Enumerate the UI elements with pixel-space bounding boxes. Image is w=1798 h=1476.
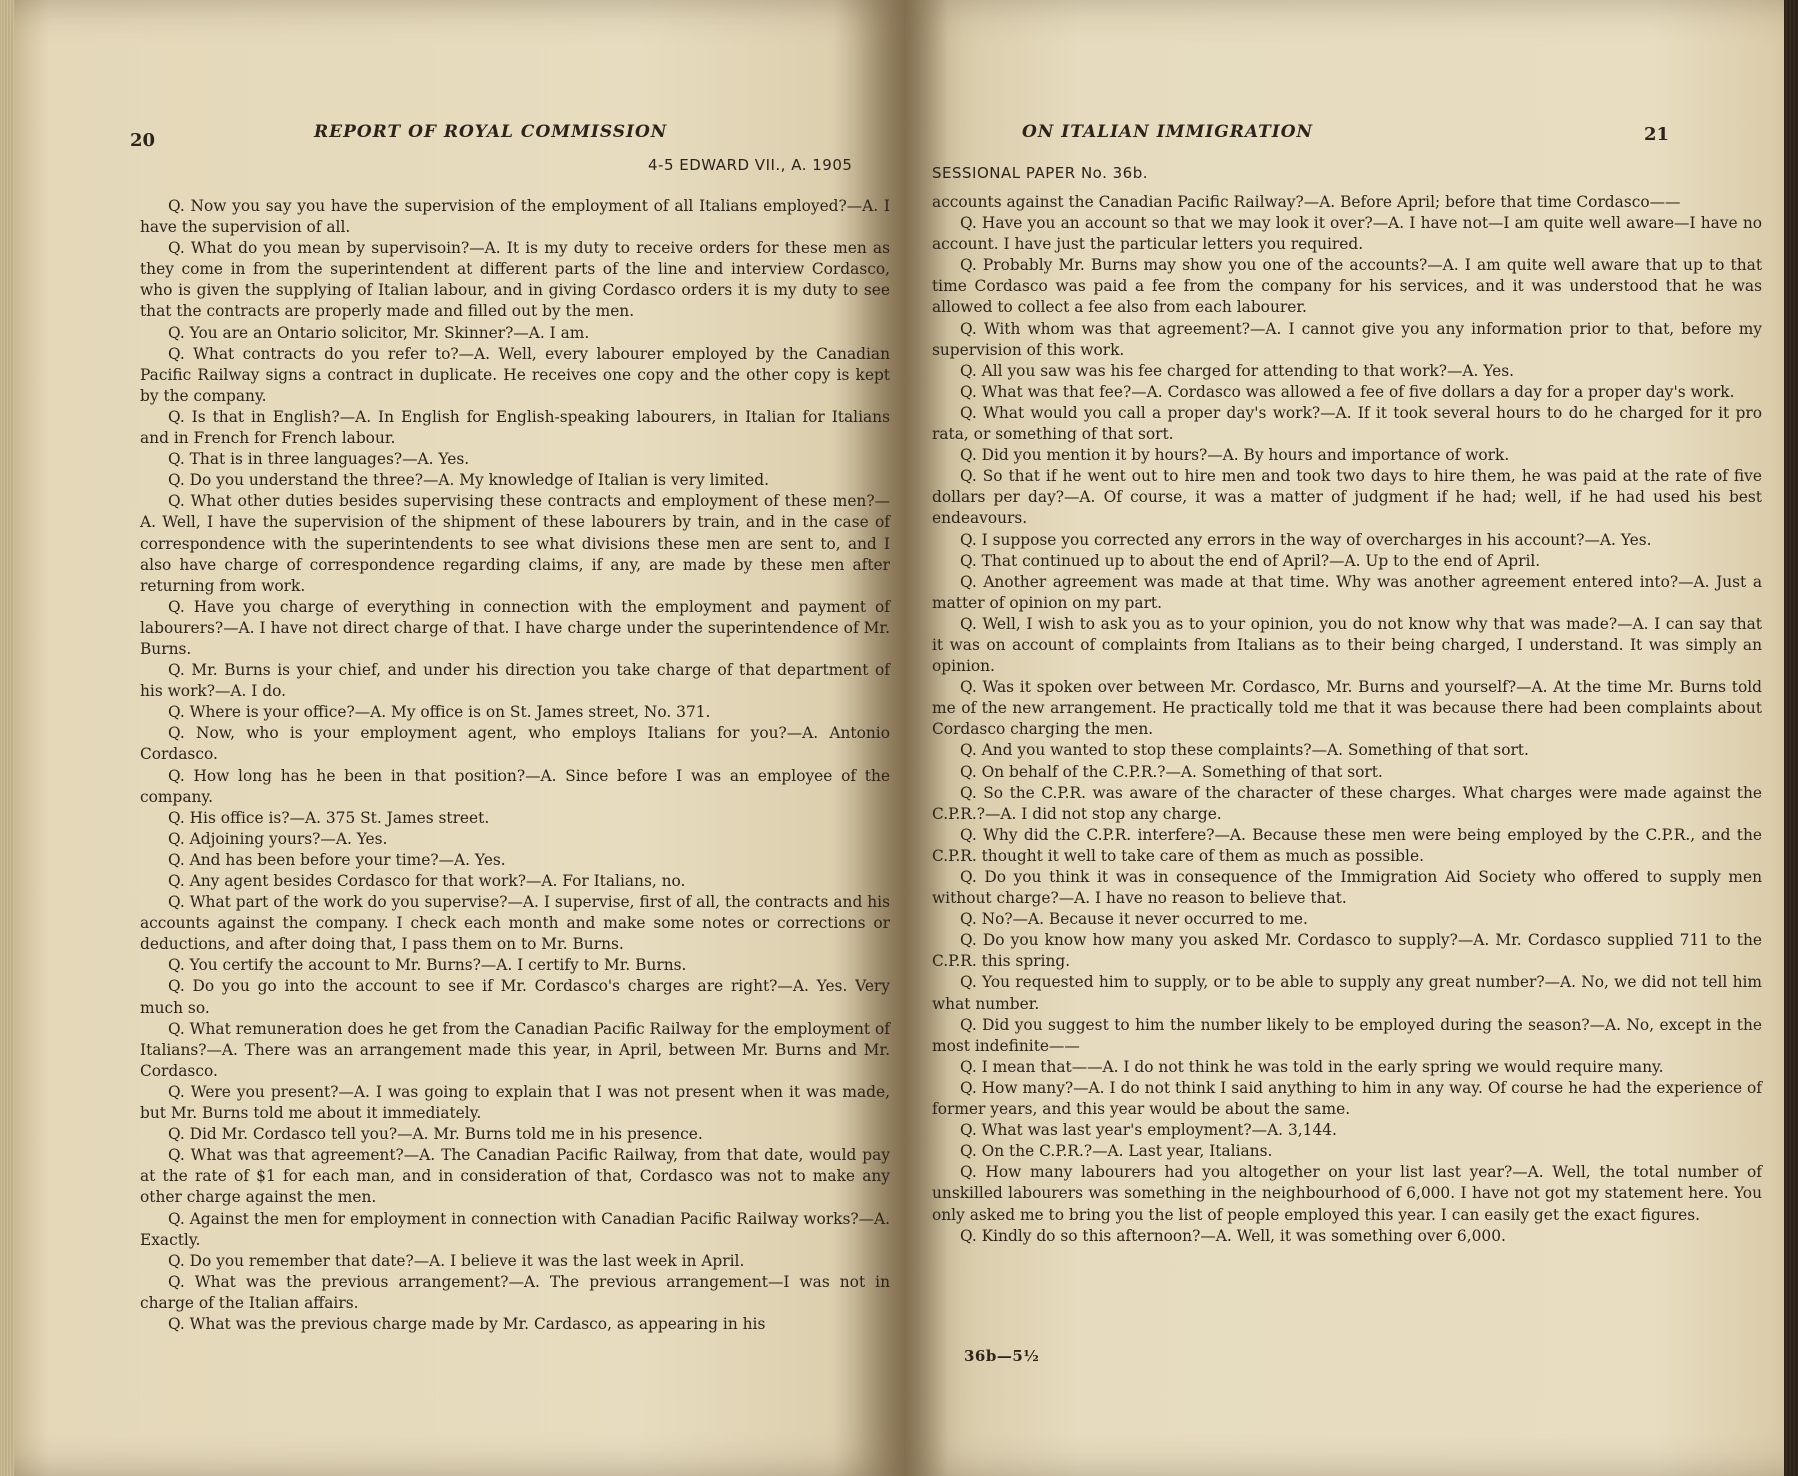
testimony-paragraph: Q. And you wanted to stop these complaints?—A. Something of that sort. — [960, 741, 1529, 760]
testimony-paragraph: Q. Kindly do so this afternoon?—A. Well, it was something over 6,000. — [960, 1226, 1506, 1245]
testimony-paragraph: Q. Adjoining yours?—A. Yes. — [168, 829, 388, 848]
testimony-paragraph: Q. What was that fee?—A. Cordasco was allowed a fee of five dollars a day for a proper day's work. — [960, 382, 1735, 401]
testimony-paragraph: Q. That continued up to about the end of April?—A. Up to the end of April. — [960, 551, 1541, 570]
session-subheading: 4-5 EDWARD VII., A. 1905 — [648, 156, 853, 174]
testimony-paragraph: Q. Have you an account so that we may look it over?—A. I have not—I am quite well aware—I have no account. I have just the particular letters you required. — [932, 214, 1762, 254]
right-body-text — [932, 192, 1762, 1247]
page-stack-edge — [1784, 0, 1798, 1476]
left-body-text — [140, 196, 890, 1335]
testimony-paragraph: Q. Do you go into the account to see if Mr. Cordasco's charges are right?—A. Yes. Very much so. — [140, 977, 890, 1017]
testimony-paragraph: Q. Did you suggest to him the number likely to be employed during the season?—A. No, except in the most indefinite—— — [932, 1015, 1762, 1055]
testimony-paragraph: Q. I mean that——A. I do not think he was told in the early spring we would require many. — [960, 1057, 1664, 1076]
testimony-paragraph: Q. That is in three languages?—A. Yes. — [168, 450, 470, 469]
page-signature: 36b—5½ — [964, 1347, 1040, 1365]
testimony-paragraph: Q. So that if he went out to hire men and took two days to hire them, he was paid at the rate of five dollars per day?—A. Of course, it was a matter of judgment if he had; well, if he had used his best endeavours. — [932, 467, 1762, 528]
testimony-paragraph: Q. What would you call a proper day's work?—A. If it took several hours to do he charged for it pro rata, or something of that sort. — [932, 403, 1762, 444]
testimony-paragraph: Q. You are an Ontario solicitor, Mr. Skinner?—A. I am. — [168, 323, 590, 342]
testimony-paragraph: Q. All you saw was his fee charged for attending to that work?—A. Yes. — [960, 361, 1515, 380]
testimony-paragraph: Q. What was the previous charge made by Mr. Cardasco, as appearing in his — [168, 1314, 766, 1333]
page-number: 20 — [130, 130, 156, 151]
testimony-paragraph: Q. What other duties besides supervising these contracts and employment of these men?—A. Well, I have the supervision of the shipment of these labourers by train, and in the case of correspondence with the superintendents to see what divisions these men are sent to, and I also have charge of correspondence regarding claims, if any, are made by these men after returning from work. — [140, 492, 890, 595]
testimony-paragraph: Q. How long has he been in that position?—A. Since before I was an employee of the company. — [140, 766, 890, 806]
running-head: REPORT OF ROYAL COMMISSION — [314, 122, 668, 142]
testimony-paragraph: Q. Any agent besides Cordasco for that work?—A. For Italians, no. — [168, 872, 686, 890]
testimony-paragraph: Q. What was that agreement?—A. The Canadian Pacific Railway, from that date, would pay at the rate of $1 for each man, and in consideration of that, Cordasco was not to make any other charge against the men. — [140, 1146, 890, 1207]
testimony-paragraph: Q. Was it spoken over between Mr. Cordasco, Mr. Burns and yourself?—A. At the time Mr. Burns told me of the new arrangement. He practically told me that it was because there had been complaints about Cordasco charging the men. — [932, 678, 1762, 739]
continued-paragraph: accounts against the Canadian Pacific Railway?—A. Before April; before that time Cordasco—— — [932, 193, 1681, 211]
testimony-paragraph: Q. So the C.P.R. was aware of the character of these charges. What charges were made against the C.P.R.?—A. I did not stop any charge. — [932, 783, 1762, 823]
testimony-paragraph: Q. Did Mr. Cordasco tell you?—A. Mr. Burns told me in his presence. — [168, 1125, 703, 1144]
testimony-paragraph: Q. Is that in English?—A. In English for English-speaking labourers, in Italian for Italians and in French for French labour. — [140, 407, 890, 448]
testimony-paragraph: Q. How many labourers had you altogether on your list last year?—A. Well, the total number of unskilled labourers was something in the neighbourhood of 6,000. I have not got my statement here. You only asked me to bring you the list of people employed this year. I can easily get the exact figures. — [932, 1163, 1762, 1224]
left-page — [14, 0, 904, 1476]
testimony-paragraph: Q. Why did the C.P.R. interfere?—A. Because these men were being employed by the C.P.R., and the C.P.R. thought it well to take care of them as much as possible. — [932, 825, 1762, 865]
testimony-paragraph: Q. And has been before your time?—A. Yes. — [168, 850, 506, 869]
testimony-paragraph: Q. Another agreement was made at that time. Why was another agreement entered into?—A. Just a matter of opinion on my part. — [932, 572, 1762, 612]
testimony-paragraph: Q. You certify the account to Mr. Burns?—A. I certify to Mr. Burns. — [168, 956, 687, 975]
testimony-paragraph: Q. Do you remember that date?—A. I believe it was the last week in April. — [168, 1251, 745, 1270]
testimony-paragraph: Q. Now, who is your employment agent, who employs Italians for you?—A. Antonio Cordasco. — [140, 724, 890, 764]
testimony-paragraph: Q. No?—A. Because it never occurred to me. — [960, 910, 1308, 929]
testimony-paragraph: Q. Do you know how many you asked Mr. Cordasco to supply?—A. Mr. Cordasco supplied 711 to the C.P.R. this spring. — [932, 931, 1762, 971]
testimony-paragraph: Q. Against the men for employment in connection with Canadian Pacific Railway works?—A. Exactly. — [140, 1209, 890, 1249]
testimony-paragraph: Q. With whom was that agreement?—A. I cannot give you any information prior to that, before my supervision of this work. — [932, 319, 1762, 359]
session-subheading: SESSIONAL PAPER No. 36b. — [932, 164, 1148, 182]
testimony-paragraph: Q. How many?—A. I do not think I said anything to him in any way. Of course he had the experience of former years, and this year would be about the same. — [932, 1078, 1762, 1119]
testimony-paragraph: Q. Have you charge of everything in connection with the employment and payment of labourers?—A. I have not direct charge of that. I have charge under the superintendence of Mr. Burns. — [140, 597, 890, 658]
testimony-paragraph: Q. On behalf of the C.P.R.?—A. Something of that sort. — [960, 762, 1383, 781]
testimony-paragraph: Q. Mr. Burns is your chief, and under his direction you take charge of that department of his work?—A. I do. — [140, 661, 890, 701]
testimony-paragraph: Q. What was the previous arrangement?—A. The previous arrangement—I was not in charge of the Italian affairs. — [140, 1272, 890, 1312]
testimony-paragraph: Q. On the C.P.R.?—A. Last year, Italians. — [960, 1142, 1273, 1161]
testimony-paragraph: Q. Now you say you have the supervision of the employment of all Italians employed?—A. I have the supervision of all. — [140, 197, 890, 237]
testimony-paragraph: Q. Do you think it was in consequence of the Immigration Aid Society who offered to supply men without charge?—A. I have no reason to believe that. — [932, 868, 1762, 908]
testimony-paragraph: Q. Probably Mr. Burns may show you one of the accounts?—A. I am quite well aware that up to that time Cordasco was paid a fee from the company for his services, and it was understood that he was allowed to collect a fee also from each labourer. — [932, 256, 1762, 317]
testimony-paragraph: Q. What remuneration does he get from the Canadian Pacific Railway for the employment of Italians?—A. There was an arrangement made this year, in April, between Mr. Burns and Mr. Cordasco. — [140, 1019, 890, 1080]
testimony-paragraph: Q. What was last year's employment?—A. 3,144. — [960, 1121, 1337, 1140]
testimony-paragraph: Q. Well, I wish to ask you as to your opinion, you do not know why that was made?—A. I can say that it was on account of complaints from Italians as to their being charged, I understand. It was simply an opinion. — [932, 614, 1762, 676]
testimony-paragraph: Q. What do you mean by supervisoin?—A. It is my duty to receive orders for these men as they come in from the superintendent at different parts of the line and interview Cordasco, who is given the supplying of Italian labour, and in giving Cordasco orders it is my duty to see that the contracts are properly made and filled out by the men. — [140, 239, 890, 321]
testimony-paragraph: Q. Do you understand the three?—A. My knowledge of Italian is very limited. — [168, 471, 770, 490]
testimony-paragraph: Q. What contracts do you refer to?—A. Well, every labourer employed by the Canadian Pacific Railway signs a contract in duplicate. He receives one copy and the other copy is kept by the company. — [140, 344, 890, 405]
testimony-paragraph: Q. Did you mention it by hours?—A. By hours and importance of work. — [960, 446, 1510, 465]
testimony-paragraph: Q. What part of the work do you supervise?—A. I supervise, first of all, the contracts and his accounts against the company. I check each month and make some notes or corrections or deductions, and after doing that, I pass them on to Mr. Burns. — [140, 893, 890, 954]
testimony-paragraph: Q. You requested him to supply, or to be able to supply any great number?—A. No, we did not tell him what number. — [932, 973, 1762, 1013]
right-page — [904, 0, 1784, 1476]
testimony-paragraph: Q. Were you present?—A. I was going to explain that I was not present when it was made, but Mr. Burns told me about it immediately. — [140, 1082, 890, 1123]
page-number: 21 — [1644, 124, 1670, 145]
testimony-paragraph: Q. I suppose you corrected any errors in the way of overcharges in his account?—A. Yes. — [960, 530, 1652, 549]
testimony-paragraph: Q. Where is your office?—A. My office is on St. James street, No. 371. — [168, 703, 711, 722]
page-stack-edge — [0, 0, 14, 1476]
testimony-paragraph: Q. His office is?—A. 375 St. James street. — [168, 808, 490, 827]
running-head: ON ITALIAN IMMIGRATION — [1022, 122, 1314, 142]
